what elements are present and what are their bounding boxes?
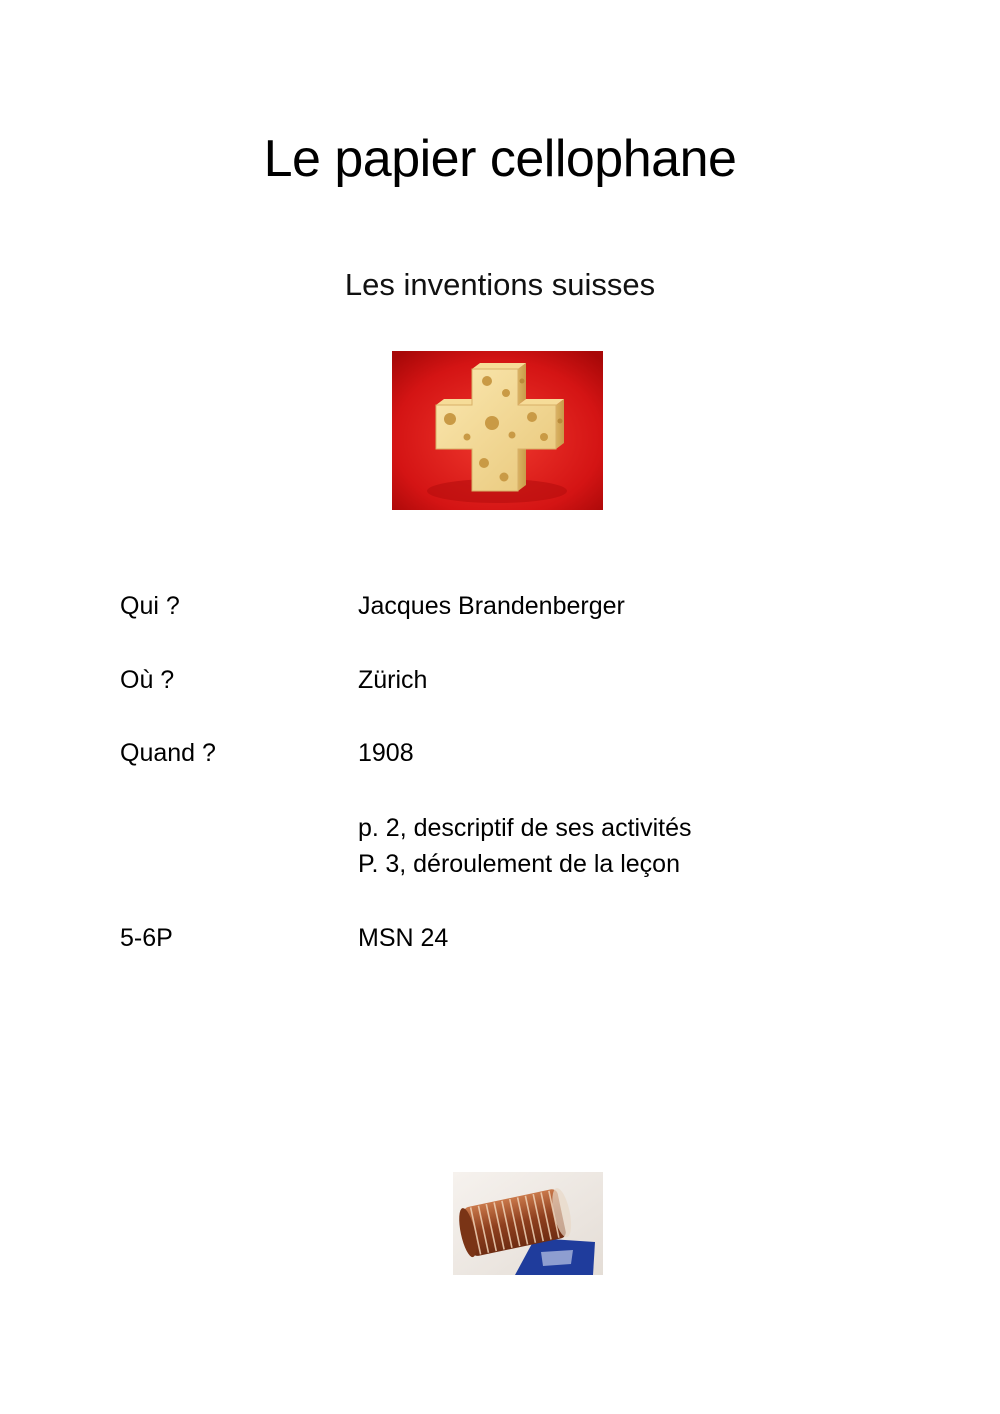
reference-line: p. 2, descriptif de ses activités — [358, 814, 692, 842]
level-label: 5-6P — [120, 924, 173, 952]
page-subtitle: Les inventions suisses — [344, 267, 656, 302]
swiss-cheese-cross-icon — [392, 351, 603, 510]
where-label: Où ? — [120, 666, 175, 694]
cellophane-roll-icon — [453, 1172, 603, 1275]
reference-line: P. 3, déroulement de la leçon — [358, 850, 680, 878]
who-value: Jacques Brandenberger — [358, 592, 625, 620]
swiss-cheese-cross-image — [392, 351, 603, 510]
cellophane-roll-image — [453, 1172, 603, 1275]
when-value: 1908 — [358, 739, 414, 767]
page-title: Le papier cellophane — [263, 130, 737, 188]
when-label: Quand ? — [120, 739, 216, 767]
level-value: MSN 24 — [358, 924, 449, 952]
who-label: Qui ? — [120, 592, 180, 620]
where-value: Zürich — [358, 666, 428, 694]
